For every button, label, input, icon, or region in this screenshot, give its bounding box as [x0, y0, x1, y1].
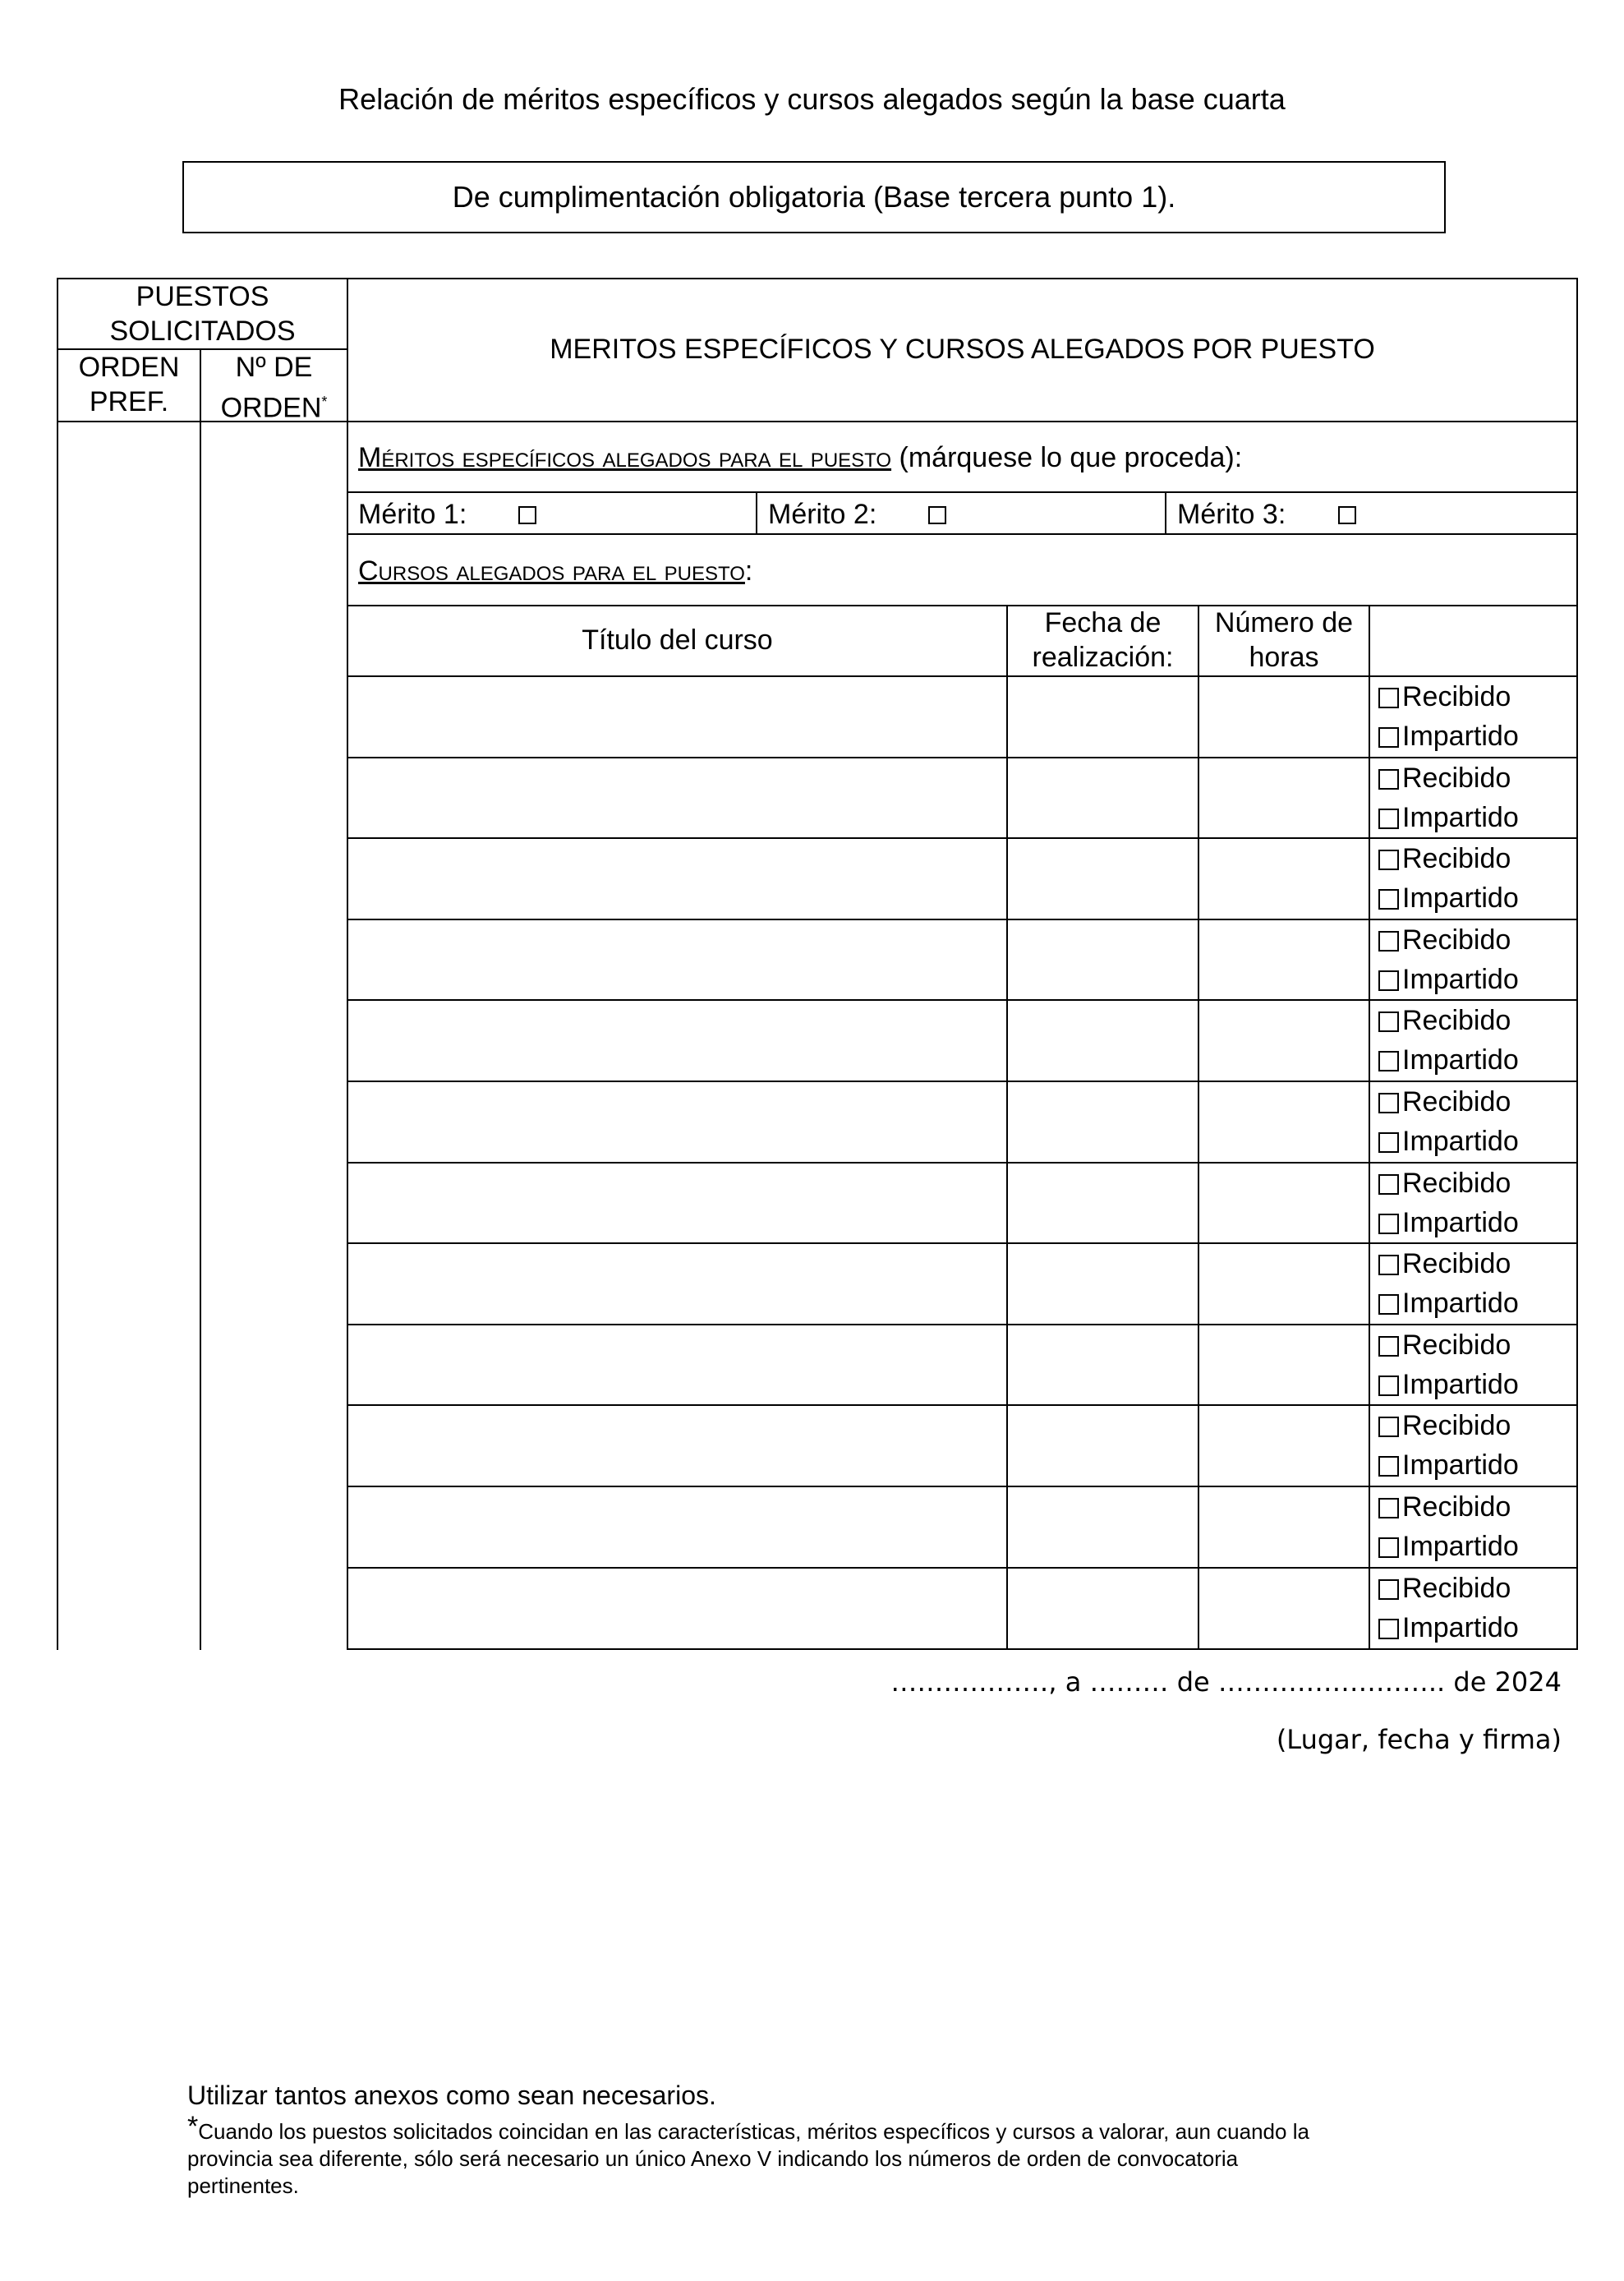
table-border: [1198, 605, 1199, 1650]
footnote: [187, 2111, 1337, 2200]
option-impartido-label: Impartido: [1402, 1369, 1519, 1400]
option-impartido[interactable]: [1378, 1445, 1519, 1485]
option-impartido-label: Impartido: [1402, 964, 1519, 995]
option-impartido-checkbox[interactable]: [1378, 1051, 1399, 1071]
option-impartido[interactable]: [1378, 960, 1519, 999]
option-impartido-checkbox[interactable]: [1378, 1214, 1399, 1234]
option-impartido-label: Impartido: [1402, 721, 1519, 752]
option-recibido-checkbox[interactable]: [1378, 850, 1399, 870]
table-border: [1369, 605, 1370, 1650]
footnote-mark: *: [187, 2111, 199, 2142]
option-recibido-label: Recibido: [1402, 1573, 1511, 1604]
option-impartido-checkbox[interactable]: [1378, 1132, 1399, 1153]
option-recibido-label: Recibido: [1402, 1168, 1511, 1199]
table-border: [347, 533, 1578, 535]
meritos-section-label: Méritos específicos alegados para el puesto (márquese lo que proceda):: [358, 442, 1243, 473]
option-recibido[interactable]: [1378, 1244, 1511, 1283]
option-recibido[interactable]: [1378, 920, 1511, 960]
option-impartido-label: Impartido: [1402, 1449, 1519, 1481]
option-recibido-checkbox[interactable]: [1378, 1174, 1399, 1195]
mandatory-note: De cumplimentación obligatoria (Base tercera punto 1).: [452, 180, 1176, 214]
signature-caption: (Lugar, fecha y firma): [1276, 1724, 1562, 1755]
table-border: [347, 491, 1578, 493]
option-recibido-checkbox[interactable]: [1378, 1255, 1399, 1275]
merito-2-label: Mérito 2:: [768, 499, 877, 530]
table-border: [200, 348, 201, 1650]
option-impartido-label: Impartido: [1402, 882, 1519, 914]
signature-line: ………………, a ……… de …………………….. de 2024: [890, 1666, 1562, 1698]
option-recibido-label: Recibido: [1402, 1086, 1511, 1117]
cursos-section-label: Cursos alegados para el puesto:: [358, 555, 753, 587]
option-recibido[interactable]: [1378, 1082, 1511, 1122]
option-impartido[interactable]: [1378, 1365, 1519, 1404]
table-border: [756, 491, 757, 533]
option-recibido[interactable]: [1378, 1325, 1511, 1365]
option-recibido-label: Recibido: [1402, 763, 1511, 794]
table-border: [1576, 278, 1578, 1650]
option-recibido[interactable]: [1378, 1164, 1511, 1203]
option-impartido[interactable]: [1378, 1203, 1519, 1242]
option-impartido-checkbox[interactable]: [1378, 1294, 1399, 1315]
option-recibido[interactable]: [1378, 758, 1511, 798]
option-recibido[interactable]: [1378, 1001, 1511, 1040]
option-recibido[interactable]: [1378, 839, 1511, 878]
option-recibido[interactable]: [1378, 1406, 1511, 1445]
option-recibido-label: Recibido: [1402, 1410, 1511, 1441]
option-recibido-label: Recibido: [1402, 1329, 1511, 1361]
option-impartido[interactable]: [1378, 798, 1519, 837]
option-recibido-label: Recibido: [1402, 1005, 1511, 1036]
option-recibido-checkbox[interactable]: [1378, 1417, 1399, 1437]
option-impartido-checkbox[interactable]: [1378, 1537, 1399, 1558]
option-impartido-label: Impartido: [1402, 1612, 1519, 1643]
option-recibido[interactable]: [1378, 677, 1511, 717]
option-recibido[interactable]: [1378, 1569, 1511, 1608]
footnote-text: Cuando los puestos solicitados coincidan en las características, méritos específicos y cursos a valorar, aun cuando la provincia sea diferente, sólo será necesario un único Anexo V indicando los números de orden de convocatoria pertinentes.: [187, 2119, 1309, 2198]
option-impartido[interactable]: [1378, 1608, 1519, 1647]
option-impartido-checkbox[interactable]: [1378, 809, 1399, 829]
mandatory-note-box: [182, 161, 1446, 233]
option-impartido-label: Impartido: [1402, 802, 1519, 833]
option-recibido[interactable]: [1378, 1487, 1511, 1527]
col-fecha-realizacion: Fecha de realización:: [1032, 607, 1174, 673]
merito-3-label: Mérito 3:: [1177, 499, 1286, 530]
option-impartido-checkbox[interactable]: [1378, 1376, 1399, 1396]
option-impartido[interactable]: [1378, 1040, 1519, 1080]
col-numero-horas: Número de horas: [1214, 607, 1354, 673]
option-impartido[interactable]: [1378, 1122, 1519, 1161]
option-recibido-label: Recibido: [1402, 1248, 1511, 1279]
option-recibido-label: Recibido: [1402, 1491, 1511, 1523]
option-recibido-label: Recibido: [1402, 843, 1511, 874]
header-num-orden: Nº DE ORDEN*: [220, 352, 328, 424]
merito-1: [358, 497, 467, 532]
header-meritos-cursos: MERITOS ESPECÍFICOS Y CURSOS ALEGADOS POR PUESTO: [550, 334, 1375, 365]
option-recibido-checkbox[interactable]: [1378, 1093, 1399, 1113]
col-titulo-curso: Título del curso: [582, 624, 773, 656]
option-impartido[interactable]: [1378, 717, 1519, 756]
option-impartido-label: Impartido: [1402, 1126, 1519, 1157]
merito-2: [768, 497, 876, 532]
option-impartido-label: Impartido: [1402, 1531, 1519, 1562]
merito-1-checkbox[interactable]: [518, 506, 536, 524]
table-border: [347, 1648, 1578, 1650]
option-recibido-checkbox[interactable]: [1378, 931, 1399, 952]
header-orden-pref: ORDEN PREF.: [78, 352, 180, 417]
option-impartido-checkbox[interactable]: [1378, 727, 1399, 748]
option-impartido-label: Impartido: [1402, 1288, 1519, 1319]
header-puestos-solicitados: PUESTOS SOLICITADOS: [109, 281, 296, 347]
option-recibido-checkbox[interactable]: [1378, 1336, 1399, 1357]
option-impartido-checkbox[interactable]: [1378, 1619, 1399, 1639]
option-recibido-checkbox[interactable]: [1378, 1579, 1399, 1600]
option-impartido[interactable]: [1378, 1527, 1519, 1566]
merito-3-checkbox[interactable]: [1338, 506, 1356, 524]
table-border: [1006, 605, 1008, 1650]
footnote-mark: *: [321, 394, 328, 410]
option-impartido[interactable]: [1378, 878, 1519, 918]
option-recibido-label: Recibido: [1402, 681, 1511, 712]
table-border: [57, 278, 58, 1650]
option-recibido-checkbox[interactable]: [1378, 1011, 1399, 1032]
option-impartido-checkbox[interactable]: [1378, 889, 1399, 910]
option-recibido-label: Recibido: [1402, 924, 1511, 956]
document-title: Relación de méritos específicos y cursos alegados según la base cuarta: [338, 82, 1286, 116]
option-impartido-checkbox[interactable]: [1378, 1456, 1399, 1477]
table-border: [1165, 491, 1166, 533]
option-impartido-label: Impartido: [1402, 1207, 1519, 1238]
option-impartido-checkbox[interactable]: [1378, 970, 1399, 991]
option-impartido-label: Impartido: [1402, 1044, 1519, 1076]
option-impartido[interactable]: [1378, 1283, 1519, 1323]
option-recibido-checkbox[interactable]: [1378, 1498, 1399, 1518]
table-border: [347, 605, 1578, 606]
merito-3: [1177, 497, 1286, 532]
footer-note: Utilizar tantos anexos como sean necesarios.: [187, 2081, 716, 2110]
merito-2-checkbox[interactable]: [928, 506, 946, 524]
option-recibido-checkbox[interactable]: [1378, 688, 1399, 708]
option-recibido-checkbox[interactable]: [1378, 769, 1399, 790]
table-border: [347, 278, 348, 1650]
merito-1-label: Mérito 1:: [358, 499, 467, 530]
